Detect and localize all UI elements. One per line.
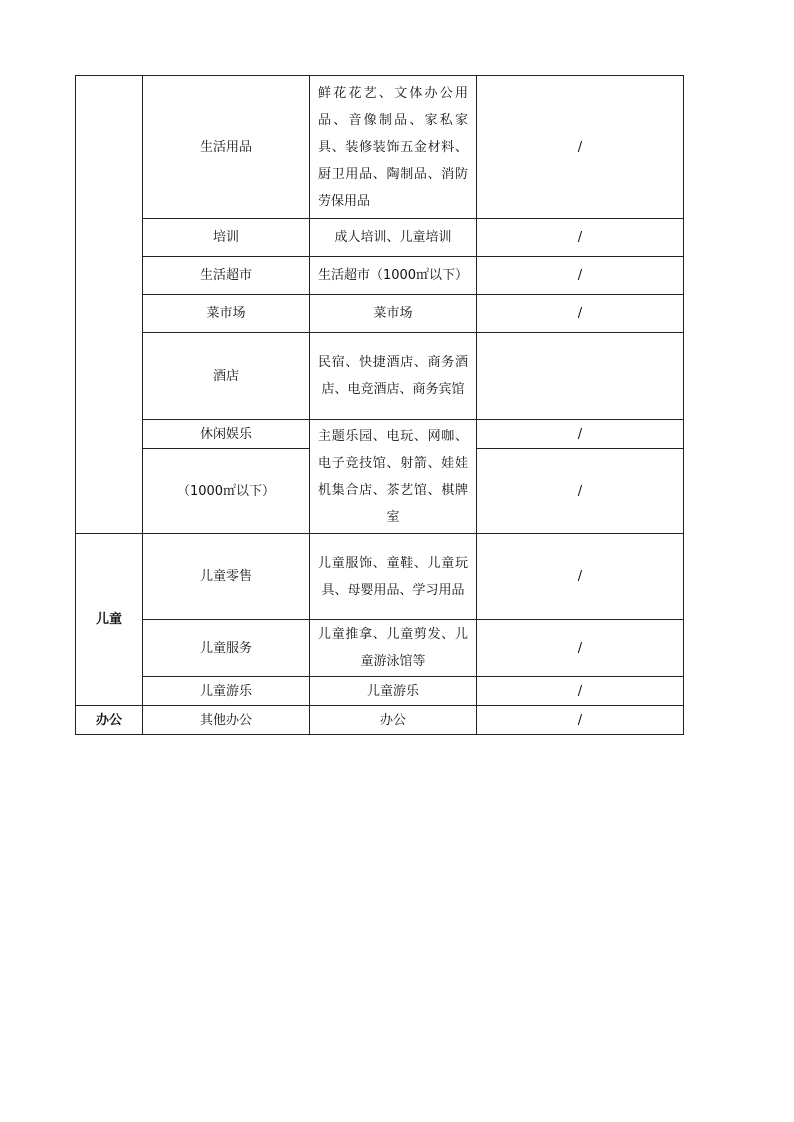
- business-types-cell: 生活超市（1000㎡以下）: [310, 257, 477, 295]
- remark-cell: [477, 333, 684, 420]
- remark-cell: /: [477, 620, 684, 677]
- remark-cell: /: [477, 706, 684, 735]
- remark-cell: /: [477, 420, 684, 449]
- remark-cell: /: [477, 449, 684, 534]
- table-row: [76, 295, 684, 333]
- subcategory-cell: 儿童零售: [143, 534, 310, 620]
- business-types-cell: 办公: [310, 706, 477, 735]
- remark-cell: /: [477, 76, 684, 219]
- subcategory-note-cell: （1000㎡以下）: [143, 449, 310, 534]
- subcategory-cell: 酒店: [143, 333, 310, 420]
- remark-cell: /: [477, 677, 684, 706]
- remark-cell: /: [477, 257, 684, 295]
- business-types-text: 儿童服饰、童鞋、儿童玩具、母婴用品、学习用品: [318, 555, 468, 598]
- business-types-cell: 成人培训、儿童培训: [310, 219, 477, 257]
- table-row: [76, 534, 684, 620]
- subcategory-cell: 其他办公: [143, 706, 310, 735]
- business-types-text: 儿童推拿、儿童剪发、儿童游泳馆等: [318, 627, 468, 669]
- subcategory-cell: 儿童游乐: [143, 677, 310, 706]
- table-row: [76, 420, 684, 449]
- business-type-table: [75, 75, 684, 735]
- subcategory-cell: 休闲娱乐: [143, 420, 310, 449]
- subcategory-cell: 儿童服务: [143, 620, 310, 677]
- subcategory-cell: 菜市场: [143, 295, 310, 333]
- subcategory-cell: 培训: [143, 219, 310, 257]
- business-types-cell: [310, 76, 477, 219]
- business-types-text: 主题乐园、电玩、网咖、电子竞技馆、射箭、娃娃机集合店、茶艺馆、棋牌室: [318, 428, 468, 525]
- table-row: [76, 219, 684, 257]
- business-types-cell: [310, 333, 477, 420]
- table-row: [76, 620, 684, 677]
- remark-cell: /: [477, 219, 684, 257]
- table-row: [76, 257, 684, 295]
- business-types-cell: 菜市场: [310, 295, 477, 333]
- business-types-cell: [310, 620, 477, 677]
- business-types-cell: [310, 534, 477, 620]
- table-row: [76, 76, 684, 219]
- category-cell-blank: [76, 76, 143, 534]
- remark-cell: /: [477, 295, 684, 333]
- business-types-cell: [310, 420, 477, 534]
- table-row: [76, 706, 684, 735]
- subcategory-cell: 生活超市: [143, 257, 310, 295]
- business-types-cell: 儿童游乐: [310, 677, 477, 706]
- remark-cell: /: [477, 534, 684, 620]
- table-row: [76, 677, 684, 706]
- category-cell-children: 儿童: [76, 534, 143, 706]
- table-row: [76, 333, 684, 420]
- subcategory-cell: 生活用品: [143, 76, 310, 219]
- category-cell-office: 办公: [76, 706, 143, 735]
- business-types-text: 民宿、快捷酒店、商务酒店、电竞酒店、商务宾馆: [318, 355, 468, 397]
- business-types-text: 鲜花花艺、文体办公用品、音像制品、家私家具、装修装饰五金材料、厨卫用品、陶制品、消防劳保用品: [318, 85, 468, 209]
